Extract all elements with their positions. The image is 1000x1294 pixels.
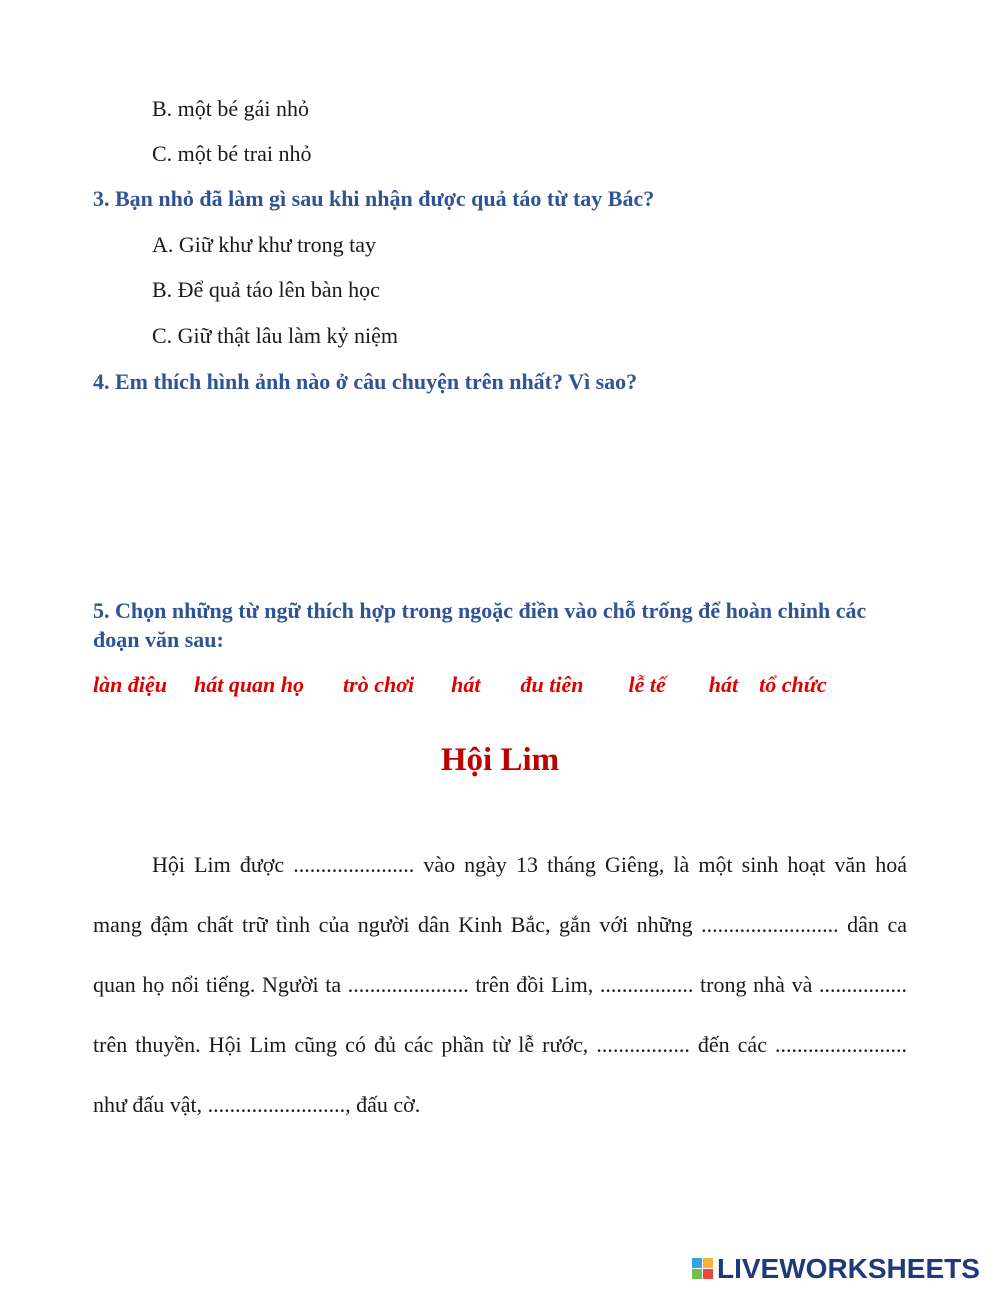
q2-option-c: C. một bé trai nhỏ bbox=[152, 141, 312, 166]
blank-8[interactable]: ......................... bbox=[207, 1092, 346, 1117]
blank-2[interactable]: ......................... bbox=[701, 912, 839, 937]
passage-text-segment: trên thuyền. Hội Lim cũng có đủ các phần từ lễ rước, bbox=[93, 1032, 597, 1057]
passage-text-segment: Hội Lim được bbox=[152, 852, 294, 877]
passage-title: Hội Lim bbox=[440, 742, 560, 778]
blank-5[interactable]: ................ bbox=[819, 972, 907, 997]
word-bank-item: lễ tế bbox=[628, 672, 666, 697]
word-bank-item: trò chơi bbox=[343, 672, 415, 697]
word-bank-item: hát bbox=[708, 672, 739, 697]
passage-text-segment: trong nhà và bbox=[693, 972, 819, 997]
blank-1[interactable]: ...................... bbox=[293, 852, 415, 877]
question-4: 4. Em thích hình ảnh nào ở câu chuyện trên nhất? Vì sao? bbox=[93, 369, 638, 394]
word-bank-item: làn điệu bbox=[93, 672, 167, 697]
blank-3[interactable]: ...................... bbox=[347, 972, 469, 997]
passage-text-segment: vào ngày 13 tháng Giêng, là một sinh hoạt văn hoá mang đậm chất trữ tình của người dân Kinh Bắc, gắn với những bbox=[93, 852, 907, 937]
word-bank-item: hát bbox=[451, 672, 481, 697]
q3-option-c: C. Giữ thật lâu làm kỷ niệm bbox=[152, 323, 398, 348]
passage-text-segment: , đấu cờ. bbox=[345, 1092, 421, 1117]
q2-option-b: B. một bé gái nhỏ bbox=[152, 96, 310, 121]
question-5: 5. Chọn những từ ngữ thích hợp trong ngoặc điền vào chỗ trống để hoàn chỉnh các đoạn văn sau: bbox=[93, 598, 867, 652]
word-bank-item: đu tiên bbox=[520, 672, 584, 697]
passage-text-segment: trên đồi Lim, bbox=[468, 972, 600, 997]
liveworksheets-mark-icon bbox=[692, 1258, 714, 1280]
q3-option-a: A. Giữ khư khư trong tay bbox=[152, 232, 376, 257]
passage-text-segment: dân ca quan họ nổi tiếng. Người ta bbox=[93, 912, 908, 997]
blank-7[interactable]: ........................ bbox=[775, 1032, 907, 1057]
logo-square-yellow bbox=[703, 1258, 713, 1268]
logo-square-red bbox=[703, 1269, 713, 1279]
passage-text-segment: như đấu vật, bbox=[93, 1092, 208, 1117]
logo-square-green bbox=[692, 1269, 702, 1279]
passage-text-segment: đến các bbox=[689, 1032, 775, 1057]
word-bank-item: tổ chức bbox=[759, 672, 827, 697]
logo-square-blue bbox=[692, 1258, 702, 1268]
question-3: 3. Bạn nhỏ đã làm gì sau khi nhận được quả táo từ tay Bác? bbox=[93, 186, 655, 211]
blank-4[interactable]: ................. bbox=[599, 972, 694, 997]
blank-6[interactable]: ................. bbox=[596, 1032, 690, 1057]
word-bank-item: hát quan họ bbox=[193, 672, 305, 697]
passage-text bbox=[93, 835, 907, 1135]
q3-option-b: B. Để quả táo lên bàn học bbox=[152, 277, 380, 302]
liveworksheets-wordmark: LIVEWORKSHEETS bbox=[717, 1253, 980, 1284]
liveworksheets-logo bbox=[692, 1254, 980, 1284]
word-bank bbox=[93, 670, 913, 699]
